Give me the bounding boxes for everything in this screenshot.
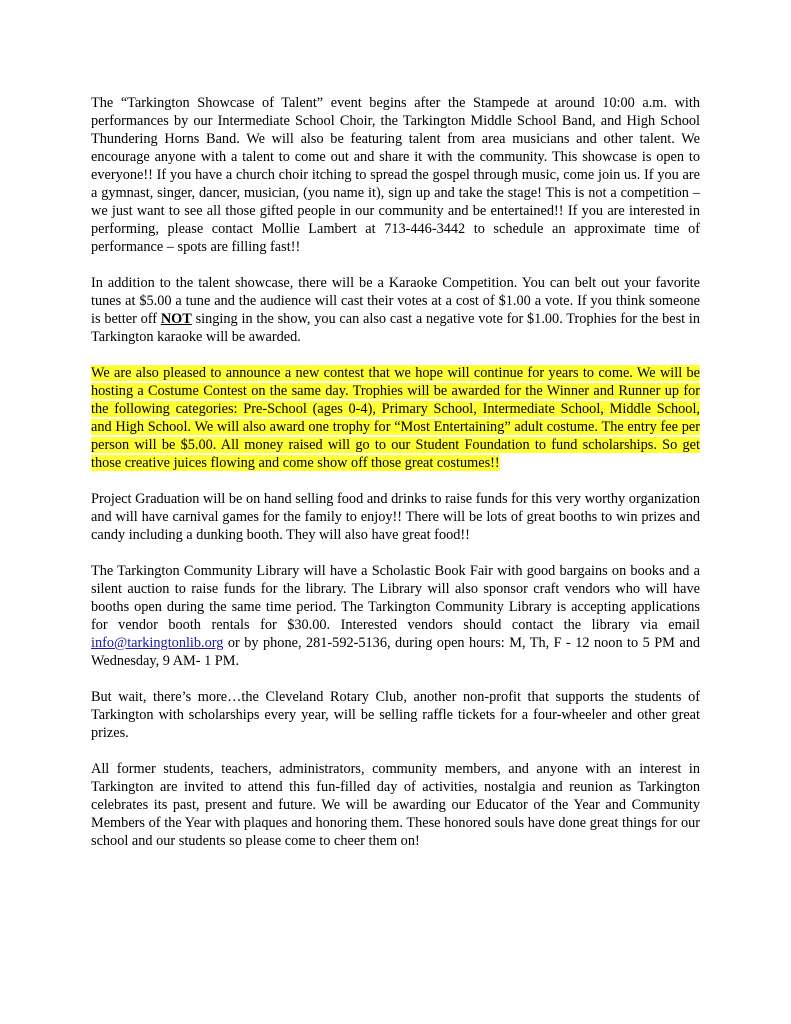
emphasis-not: NOT (160, 311, 192, 327)
document-page (91, 94, 700, 868)
paragraph-costume-contest (91, 364, 700, 472)
paragraph-karaoke (91, 274, 700, 346)
paragraph-project-graduation: Project Graduation will be on hand selling food and drinks to raise funds for this very worthy organization and will have carnival games for the family to enjoy!! There will be lots of great booths to win prizes and candy including a dunking booth. They will also have great food!! (91, 491, 700, 543)
highlighted-costume-text: We are also pleased to announce a new contest that we hope will continue for years to come. We will be hosting a Costume Contest on the same day. Trophies will be awarded for the Winner and Runner up for the following categories: Pre-School (ages 0-4), Primary School, Intermediate School, Middle School, and High School. We will also award one trophy for “Most Entertaining” adult costume. The entry fee per person will be $5.00. All money raised will go to our Student Foundation to fund scholarships. So get those creative juices flowing and come show off those great costumes!! (91, 365, 700, 471)
karaoke-text-start: In addition to the talent showcase, there will be a Karaoke Competition. You can belt out your favorite tunes at $5.00 a tune and the audience will cast their votes at a cost of $1.00 a vote. If you think someone is better off (91, 275, 700, 327)
email-link[interactable]: info@tarkingtonlib.org (91, 635, 224, 651)
paragraph-rotary-club: But wait, there’s more…the Cleveland Rotary Club, another non-profit that supports the students of Tarkington with scholarships every year, will be selling raffle tickets for a four-wheeler and other great prizes. (91, 689, 700, 741)
paragraph-talent-showcase: The “Tarkington Showcase of Talent” event begins after the Stampede at around 10:00 a.m. with performances by our Intermediate School Choir, the Tarkington Middle School Band, and High School Thundering Horns Band. We will also be featuring talent from area musicians and other talent. We encourage anyone with a talent to come out and share it with the community. This showcase is open to everyone!! If you have a church choir itching to spread the gospel through music, come join us. If you are a gymnast, singer, dancer, musician, (you name it), sign up and take the stage! This is not a competition – we just want to see all those gifted people in our community and be entertained!! If you are interested in performing, please contact Mollie Lambert at 713-446-3442 to schedule an approximate time of performance – spots are filling fast!! (91, 95, 700, 255)
paragraph-library (91, 562, 700, 670)
library-text-start: The Tarkington Community Library will have a Scholastic Book Fair with good bargains on books and a silent auction to raise funds for the library. The Library will also sponsor craft vendors who will have booths open during the same time period. The Tarkington Community Library is accepting applications for vendor booth rentals for $30.00. Interested vendors should contact the library via email (91, 563, 700, 633)
library-text-end: or by phone, 281-592-5136, during open hours: M, Th, F - 12 noon to 5 PM and Wednesday, 9 AM- 1 PM. (91, 635, 700, 669)
paragraph-invitation: All former students, teachers, administrators, community members, and anyone with an interest in Tarkington are invited to attend this fun-filled day of activities, nostalgia and reunion as Tarkington celebrates its past, present and future. We will be awarding our Educator of the Year and Community Members of the Year with plaques and honoring them. These honored souls have done great things for our school and our students so please come to cheer them on! (91, 761, 700, 849)
karaoke-text-end: singing in the show, you can also cast a negative vote for $1.00. Trophies for the best in Tarkington karaoke will be awarded. (91, 311, 700, 345)
